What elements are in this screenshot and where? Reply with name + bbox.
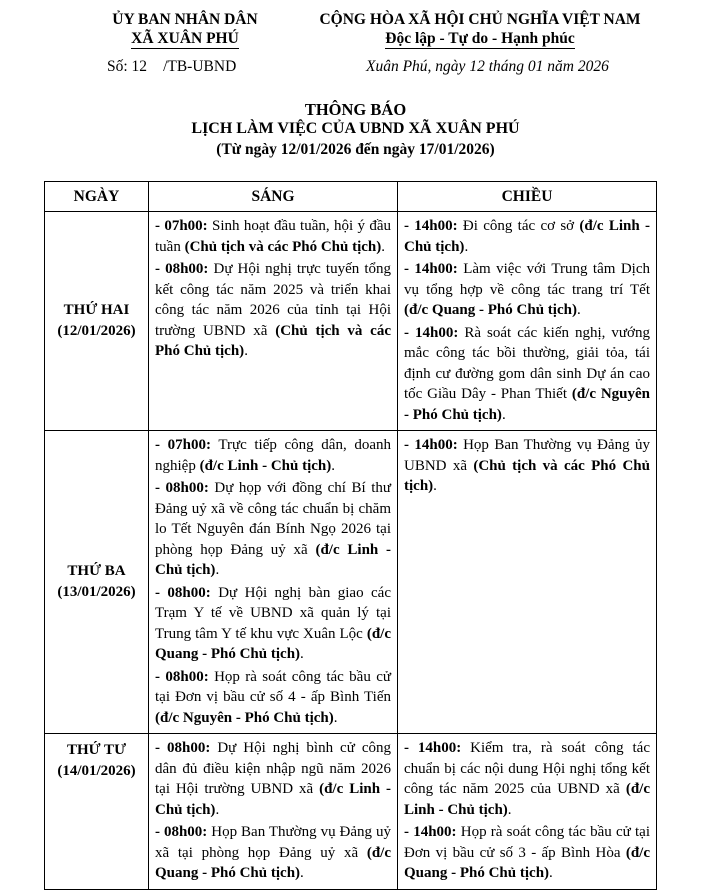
day-date: (14/01/2026): [57, 763, 136, 779]
nation-name: CỘNG HÒA XÃ HỘI CHỦ NGHĨA VIỆT NAM: [319, 11, 641, 28]
schedule-item: [155, 216, 391, 257]
item-responsible: (đ/c Nguyên - Phó Chủ tịch): [404, 386, 650, 423]
schedule-item: [404, 323, 650, 426]
afternoon-cell: [398, 212, 657, 431]
table-header-row: [45, 182, 657, 212]
item-end: .: [433, 478, 437, 494]
day-date: (12/01/2026): [57, 323, 136, 339]
item-end: .: [331, 457, 336, 474]
schedule-item: [404, 738, 650, 820]
morning-cell: [149, 431, 398, 734]
authority-line2: XÃ XUÂN PHÚ: [131, 30, 239, 47]
afternoon-cell: [398, 734, 657, 890]
schedule-item: [155, 478, 391, 581]
item-text: Dự Hội nghị bình cử công dân đủ điều kiện nhập ngũ năm 2026 tại Hội trường UBND xã: [155, 740, 391, 797]
document-number: [107, 58, 236, 76]
schedule-item: [155, 259, 391, 362]
item-text: Dự họp với đồng chí Bí thư Đảng uỷ xã về công tác chuẩn bị chăm lo Tết Nguyên đán Bính Ngọ 2026 tại phòng họp Đảng uỷ xã: [155, 480, 391, 558]
item-text: Rà soát các kiến nghị, vướng mắc công tác bồi thường, giải tỏa, tái định cư đường gom dân sinh Dự án cao tốc Giầu Dây - Phan Thiết: [404, 324, 650, 402]
item-end: .: [244, 343, 248, 359]
table-row: [45, 212, 657, 431]
day-name: THỨ BA: [67, 563, 126, 579]
item-text: Đi công tác cơ sở: [457, 218, 580, 234]
item-text: Dự Hội nghị trực tuyến tổng kết công tác năm 2025 và triển khai công tác năm 2026 của tỉnh tại Hội trường UBND xã: [155, 261, 391, 339]
item-time: - 14h00:: [404, 740, 462, 756]
item-time: - 14h00:: [404, 261, 458, 277]
item-responsible: (đ/c Linh - Chủ tịch): [404, 781, 650, 818]
item-end: .: [333, 709, 338, 726]
document-subtitle: LỊCH LÀM VIỆC CỦA UBND XÃ XUÂN PHÚ: [191, 120, 520, 137]
header-morning: SÁNG: [149, 182, 398, 212]
item-time: - 07h00:: [155, 437, 211, 453]
item-text: Dự Hội nghị bàn giao các Trạm Y tế về UBND xã quản lý tại Trung tâm Y tế khu vực Xuân Lộc: [155, 584, 391, 642]
item-time: - 14h00:: [404, 324, 459, 341]
item-responsible: (Chủ tịch và các Phó Chủ tịch): [155, 322, 391, 359]
item-time: - 08h00:: [155, 668, 209, 685]
item-time: - 14h00:: [404, 218, 458, 234]
morning-cell: [149, 734, 398, 890]
item-responsible: (đ/c Quang - Phó Chủ tịch): [155, 844, 391, 881]
schedule-table: [44, 181, 657, 890]
schedule-item: [404, 259, 650, 321]
item-text: Kiểm tra, rà soát công tác chuẩn bị các nội dung Hội nghị tổng kết công tác năm 2025 của UBND xã: [404, 740, 650, 797]
item-responsible: (đ/c Linh - Chủ tịch): [155, 541, 392, 578]
schedule-item: [155, 583, 391, 665]
afternoon-cell: [398, 431, 657, 734]
header-afternoon: CHIỀU: [398, 182, 657, 212]
item-end: .: [381, 238, 385, 255]
item-end: .: [464, 238, 469, 255]
item-end: .: [300, 865, 304, 881]
authority-line1: ỦY BAN NHÂN DÂN: [112, 11, 258, 28]
item-end: .: [549, 865, 553, 881]
day-name: THỨ HAI: [63, 302, 130, 318]
document-number-prefix: Số: 12: [107, 58, 148, 75]
day-name: THỨ TƯ: [66, 742, 127, 758]
schedule-item: [155, 667, 391, 729]
day-date: (13/01/2026): [57, 584, 136, 600]
item-time: - 08h00:: [155, 480, 209, 496]
header-day: NGÀY: [45, 182, 149, 212]
item-end: .: [215, 562, 220, 578]
item-text: Sinh hoạt đầu tuần, hội ý đầu tuần: [155, 218, 391, 255]
item-responsible: (Chủ tịch và các Phó Chủ tịch): [184, 238, 382, 255]
date-range: (Từ ngày 12/01/2026 đến ngày 17/01/2026): [216, 141, 495, 158]
schedule-item: [404, 216, 650, 257]
item-end: .: [501, 406, 506, 423]
schedule-item: [155, 822, 391, 884]
item-end: .: [300, 646, 304, 662]
day-cell: [45, 212, 149, 431]
issuing-authority: [90, 10, 280, 49]
item-responsible: (đ/c Quang - Phó Chủ tịch): [155, 625, 391, 662]
item-time: - 08h00:: [155, 824, 208, 840]
national-motto: [290, 10, 670, 49]
day-cell: [45, 431, 149, 734]
schedule-item: [404, 822, 650, 884]
item-time: - 14h00:: [404, 437, 458, 453]
item-time: - 08h00:: [155, 740, 211, 756]
motto: Độc lập - Tự do - Hạnh phúc: [385, 30, 575, 47]
schedule-item: [155, 738, 391, 820]
day-cell: [45, 734, 149, 890]
table-row: [45, 431, 657, 734]
item-time: - 07h00:: [155, 218, 208, 234]
item-responsible: (đ/c Linh - Chủ tịch): [155, 781, 391, 818]
item-responsible: (đ/c Quang - Phó Chủ tịch): [404, 302, 577, 318]
item-text: Họp Ban Thường vụ Đảng ủy UBND xã: [404, 437, 650, 474]
schedule-item: [404, 435, 650, 497]
schedule-item: [155, 435, 391, 476]
item-text: Họp rà soát công tác bầu cử tại Đơn vị bầu cử số 3 - ấp Bình Hòa: [404, 824, 650, 861]
item-responsible: (đ/c Linh - Chủ tịch): [199, 457, 332, 474]
item-end: .: [507, 801, 512, 818]
item-time: - 08h00:: [155, 584, 211, 601]
morning-cell: [149, 212, 398, 431]
item-responsible: (Chủ tịch và các Phó Chủ tịch): [404, 457, 650, 494]
item-text: Làm việc với Trung tâm Dịch vụ tổng hợp về công tác trang trí Tết: [404, 261, 650, 298]
table-row: [45, 734, 657, 890]
item-responsible: (đ/c Quang - Phó Chủ tịch): [404, 844, 650, 881]
item-text: Họp Ban Thường vụ Đảng uỷ xã tại phòng họp Đảng uỷ xã: [155, 824, 391, 861]
item-time: - 08h00:: [155, 261, 209, 277]
place-and-date: Xuân Phú, ngày 12 tháng 01 năm 2026: [366, 58, 609, 75]
document-title: THÔNG BÁO: [304, 100, 407, 119]
item-end: .: [576, 302, 581, 318]
item-end: .: [215, 801, 220, 818]
item-responsible: (đ/c Nguyên - Phó Chủ tịch): [155, 709, 334, 726]
item-time: - 14h00:: [404, 824, 457, 840]
item-text: Họp rà soát công tác bầu cử tại Đơn vị bầu cử số 4 - ấp Bình Tiến: [155, 668, 391, 705]
item-responsible: (đ/c Linh - Chủ tịch): [404, 218, 651, 255]
document-number-suffix: /TB-UBND: [163, 58, 237, 75]
item-text: Trực tiếp công dân, doanh nghiệp: [155, 437, 391, 474]
